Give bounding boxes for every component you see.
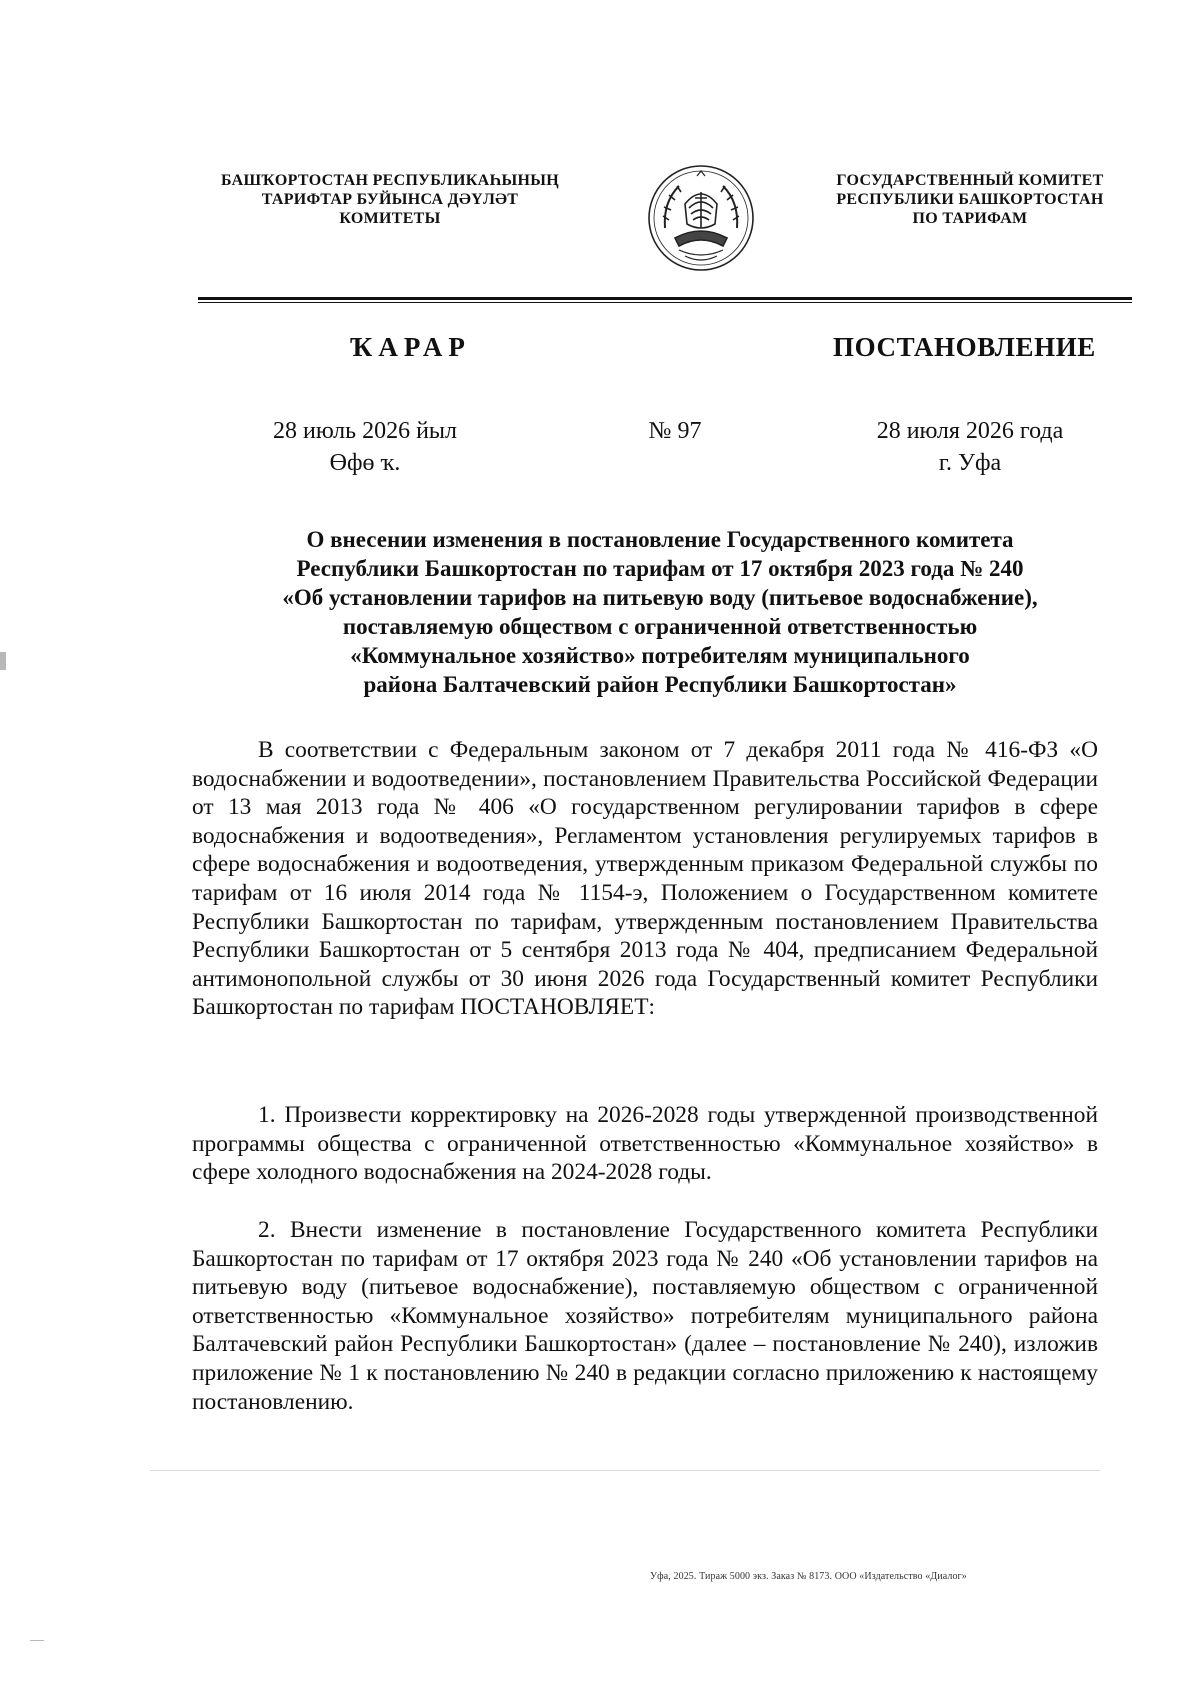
header-left-line: ТАРИФТАР БУЙЫНСА ДӘҮЛӘТ <box>261 191 519 208</box>
header-left-block <box>180 171 600 228</box>
preamble-paragraph: В соответствии с Федеральным законом от 7 декабря 2011 года № 416-ФЗ «О водоснабжении и водоотведении», постановлением Правительства Российской Федерации от 13 мая 2013 года № 406 «О государственном регулировании тарифов в сфере водоснабжения и водоотведения», Регламентом установления регулируемых тарифов в сфере водоснабжения и водоотведения, утвержденным приказом Федеральной службы по тарифам от 16 июля 2014 года № 1154-э, Положением о Государственном комитете Республики Башкортостан по тарифам, утвержденным постановлением Правительства Республики Башкортостан от 5 сентября 2013 года № 404, предписанием Федеральной антимонопольной службы от 30 июня 2026 года Государственный комитет Республики Башкортостан по тарифам ПОСТАНОВЛЯЕТ: <box>192 737 1098 1021</box>
title-line: Республики Башкортостан по тарифам от 17 октября 2023 года № 240 <box>296 556 1024 581</box>
dateline-left <box>200 415 530 479</box>
doc-type-russian: ПОСТАНОВЛЕНИЕ <box>833 332 1096 362</box>
clause-2-paragraph: 2. Внести изменение в постановление Государственного комитета Республики Башкортостан по тарифам от 17 октября 2023 года № 240 «Об установлении тарифов на питьевую воду (питьевое водоснабжение), поставляемую обществом с ограниченной ответственностью «Коммунальное хозяйство» потребителям муниципального района Балтачевский район Республики Башкортостан» (далее – постановление № 240), изложив приложение № 1 к постановлению № 240 в редакции согласно приложению к настоящему постановлению. <box>192 1217 1098 1415</box>
header-right-line: РЕСПУБЛИКИ БАШКОРТОСТАН <box>836 191 1104 208</box>
document-number: № 97 <box>648 418 702 444</box>
title-line: О внесении изменения в постановление Государственного комитета <box>306 527 1014 552</box>
date-bashkir: 28 июль 2026 йыл <box>272 418 458 444</box>
document-title <box>190 525 1130 699</box>
title-line: района Балтачевский район Республики Башкортостан» <box>363 672 957 697</box>
header-right-line: ПО ТАРИФАМ <box>912 210 1028 227</box>
date-russian: 28 июля 2026 года <box>876 418 1064 444</box>
scan-artifact-mark <box>0 652 6 670</box>
print-imprint: Уфа, 2025. Тираж 5000 экз. Заказ № 8173. ООО «Издательство «Диалог» <box>650 1571 967 1582</box>
header-divider-thick <box>198 297 1132 300</box>
clause-1-paragraph: 1. Произвести корректировку на 2026-2028 годы утвержденной производственной программы общества с ограниченной ответственностью «Коммунальное хозяйство» в сфере холодного водоснабжения на 2024-2028 годы. <box>192 1102 1098 1186</box>
title-line: поставляемую обществом с ограниченной ответственностью <box>342 614 978 639</box>
header-left-line: БАШҠОРТОСТАН РЕСПУБЛИКАҺЫНЫҢ <box>220 172 560 189</box>
header-right-line: ГОСУДАРСТВЕННЫЙ КОМИТЕТ <box>836 172 1104 189</box>
title-line: «Об установлении тарифов на питьевую воду (питьевое водоснабжение), <box>282 585 1038 610</box>
dateline-right <box>820 415 1120 479</box>
header-right-block <box>810 171 1130 228</box>
city-russian: г. Уфа <box>938 450 1002 476</box>
scan-artifact-line <box>150 1470 1100 1471</box>
header-divider-thin <box>198 302 1132 303</box>
title-line: «Коммунальное хозяйство» потребителям муниципального <box>350 643 970 668</box>
doc-type-bashkir: ҠАРАР <box>350 332 471 362</box>
coat-of-arms-icon <box>645 162 757 274</box>
header-left-line: КОМИТЕТЫ <box>339 210 441 227</box>
scan-artifact-mark <box>30 1640 44 1641</box>
city-bashkir: Өфө ҡ. <box>329 450 401 476</box>
